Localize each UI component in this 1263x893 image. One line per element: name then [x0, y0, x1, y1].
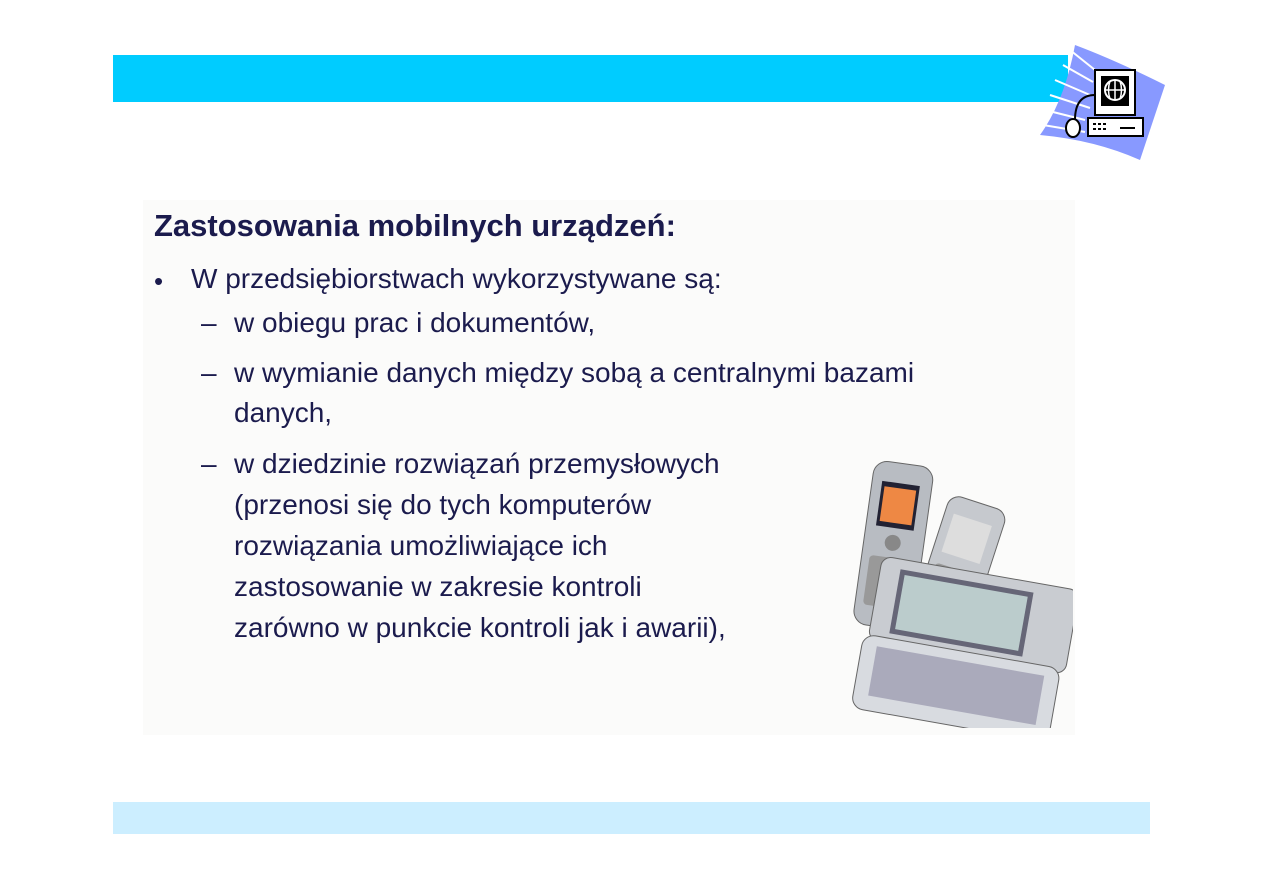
sub-item-text: w obiegu prac i dokumentów, — [234, 307, 596, 338]
sub-item-text: w dziedzinie rozwiązań przemysłowych — [234, 448, 720, 479]
dash-icon: – — [201, 448, 217, 479]
footer-bar — [113, 802, 1150, 834]
slide-content — [143, 200, 1075, 735]
mobile-phones-image — [833, 458, 1073, 728]
sub-item-text: w wymianie danych między sobą a centralnymi bazami — [234, 357, 915, 388]
title-bar — [113, 55, 1068, 102]
dash-icon: – — [201, 357, 217, 388]
sub-item-text: rozwiązania umożliwiające ich — [234, 530, 608, 561]
sub-item-text: zastosowanie w zakresie kontroli — [234, 571, 642, 602]
slide-heading: Zastosowania mobilnych urządzeń: — [154, 208, 676, 243]
sub-item-text: danych, — [234, 397, 333, 428]
bullet-icon: • — [154, 266, 164, 296]
computer-globe-icon — [1035, 40, 1175, 165]
sub-item-text: (przenosi się do tych komputerów — [234, 489, 652, 520]
sub-item-text: zarówno w punkcie kontroli jak i awarii), — [234, 612, 726, 643]
dash-icon: – — [201, 307, 217, 338]
bullet-text: W przedsiębiorstwach wykorzystywane są: — [191, 263, 722, 294]
